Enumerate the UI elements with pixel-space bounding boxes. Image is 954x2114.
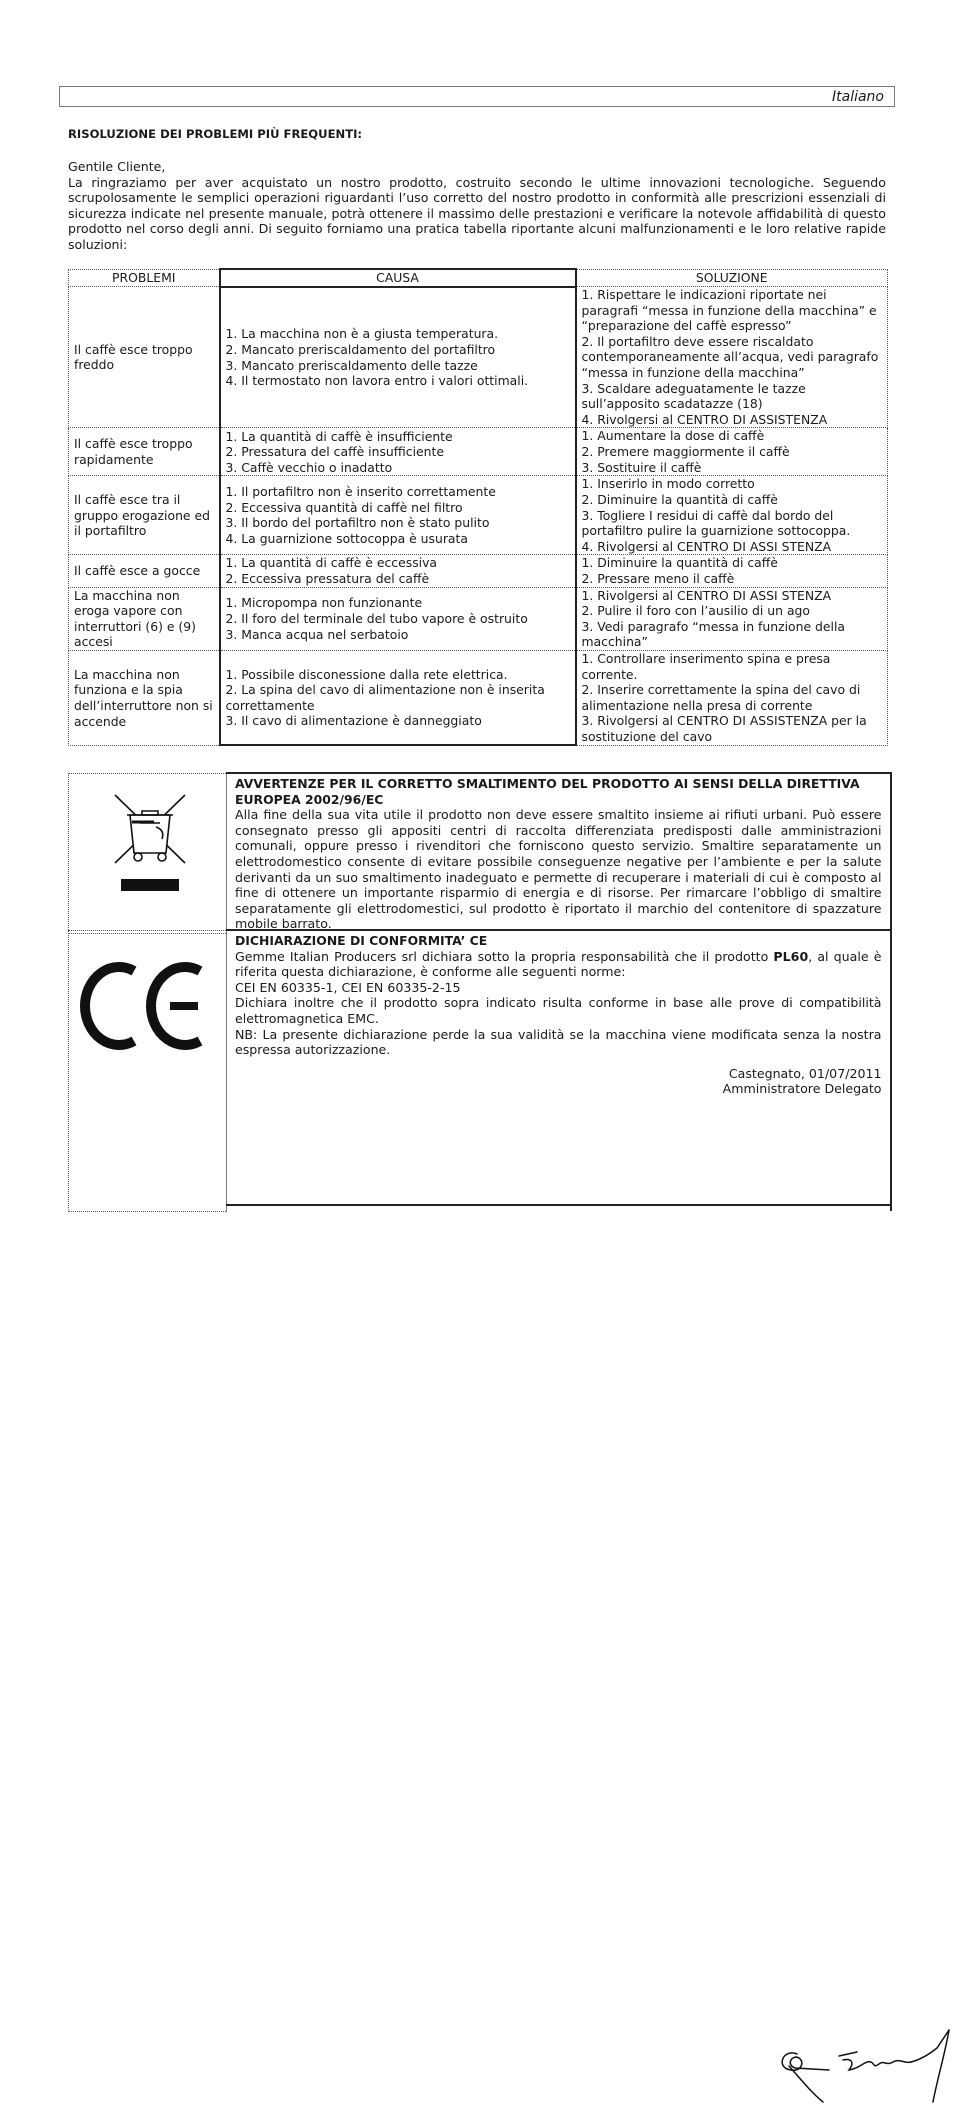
cause-cell	[220, 428, 576, 476]
conformity-text-cell	[227, 930, 891, 1211]
disposal-icon-cell	[69, 773, 227, 934]
solution-item: 2. Inserire correttamente la spina del cavo di alimentazione nella presa di corrente	[582, 682, 883, 713]
conformity-note: NB: La presente dichiarazione perde la sua validità se la macchina viene modificata senza la nostra espressa autorizzazione.	[235, 1027, 882, 1058]
troubleshooting-table	[68, 268, 888, 746]
solution-item: 3. Scaldare adeguatamente le tazze sull’apposito scadatazze (18)	[582, 381, 883, 412]
table-row	[69, 287, 888, 428]
handwritten-signature	[769, 2024, 954, 2114]
conformity-title: DICHIARAZIONE DI CONFORMITA’ CE	[235, 933, 882, 949]
solution-item: 2. Diminuire la quantità di caffè	[582, 492, 883, 508]
solution-item: 3. Vedi paragrafo “messa in funzione della macchina”	[582, 619, 883, 650]
place-date: Castegnato, 01/07/2011	[235, 1066, 882, 1082]
solution-cell	[576, 650, 888, 745]
cause-cell	[220, 650, 576, 745]
language-header-box	[59, 86, 895, 107]
intro-text: La ringraziamo per aver acquistato un nostro prodotto, costruito secondo le ultime innovazioni tecnologiche. Seguendo scrupolosamente le semplici operazioni riguardanti l’uso corretto del nostro prodotto in conformità alle prescrizioni essenziali di sicurezza indicate nel presente manuale, potrà ottenere il massimo delle prestazioni e verificare la notevole affidabilità di questo prodotto nel corso degli anni. Di seguito forniamo una pratica tabella riportante alcuni malfunzionamenti e le loro relative rapide soluzioni:	[68, 175, 886, 253]
solution-item: 3. Togliere I residui di caffè dal bordo del portafiltro pulire la guarnizione sottocoppa.	[582, 508, 883, 539]
disposal-text: Alla fine della sua vita utile il prodotto non deve essere smaltito insieme ai rifiuti urbani. Può essere consegnato presso gli appositi centri di raccolta differenziata predisposti dalle amministrazioni comunali, oppure presso i rivenditori che forniscono questo servizio. Smaltire separatamente un elettrodomestico consente di evitare possibile conseguenze negative per l’ambiente e per la salute derivanti da un suo smaltimento inadeguato e permette di recuperare i materiali di cui è composto al fine di ottenere un importante risparmio di energia e di risorse. Per rimarcare l’obbligo di smaltire separatamente gli elettrodomestici, sul prodotto è riportato il marchio del contenitore di spazzature mobile barrato.	[235, 807, 882, 932]
solution-cell	[576, 587, 888, 650]
table-row	[69, 428, 888, 476]
cause-item: 3. Manca acqua nel serbatoio	[226, 627, 570, 643]
cause-item: 1. La quantità di caffè è eccessiva	[226, 555, 570, 571]
solution-item: 1. Controllare inserimento spina e presa corrente.	[582, 651, 883, 682]
solution-item: 2. Pressare meno il caffè	[582, 571, 883, 587]
solution-item: 1. Aumentare la dose di caffè	[582, 428, 883, 444]
bottom-border	[226, 1204, 890, 1206]
cause-item: 4. La guarnizione sottocoppa è usurata	[226, 531, 570, 547]
ce-mark-icon	[70, 932, 228, 1207]
cause-item: 4. Il termostato non lavora entro i valori ottimali.	[226, 373, 570, 389]
problem-cell: Il caffè esce troppo rapidamente	[69, 428, 220, 476]
table-row	[69, 650, 888, 745]
solution-item: 1. Inserirlo in modo corretto	[582, 476, 883, 492]
solution-item: 1. Rispettare le indicazioni riportate nei paragrafi “messa in funzione della macchina” e “preparazione del caffè espresso”	[582, 287, 883, 334]
cause-item: 2. Eccessiva pressatura del caffè	[226, 571, 570, 587]
solution-item: 1. Rivolgersi al CENTRO DI ASSI STENZA	[582, 588, 883, 604]
solution-cell	[576, 476, 888, 555]
solution-cell	[576, 555, 888, 587]
signatory-role: Amministratore Delegato	[235, 1081, 882, 1097]
cause-item: 1. La macchina non è a giusta temperatura.	[226, 326, 570, 342]
cause-cell	[220, 587, 576, 650]
problem-cell: La macchina non eroga vapore con interruttori (6) e (9) accesi	[69, 587, 220, 650]
disposal-text-cell	[227, 773, 891, 934]
intro-paragraph	[68, 159, 886, 253]
solution-item: 1. Diminuire la quantità di caffè	[582, 555, 883, 571]
cause-item: 2. Mancato preriscaldamento del portafiltro	[226, 342, 570, 358]
cause-item: 3. Caffè vecchio o inadatto	[226, 460, 570, 476]
problem-cell: Il caffè esce troppo freddo	[69, 287, 220, 428]
conformity-norms: CEI EN 60335-1, CEI EN 60335-2-15	[235, 980, 882, 996]
cause-item: 3. Il bordo del portafiltro non è stato pulito	[226, 515, 570, 531]
cause-item: 3. Mancato preriscaldamento delle tazze	[226, 358, 570, 374]
table-row	[69, 555, 888, 587]
problem-cell: La macchina non funziona e la spia dell’interruttore non si accende	[69, 650, 220, 745]
disposal-section	[68, 772, 892, 934]
conformity-statement	[235, 949, 882, 980]
solution-item: 2. Premere maggiormente il caffè	[582, 444, 883, 460]
statement-end: , al quale è riferita questa dichiarazione, è conforme alle seguenti norme:	[235, 949, 882, 980]
solution-cell	[576, 287, 888, 428]
conformity-emc: Dichiara inoltre che il prodotto sopra indicato risulta conforme in base alle prove di compatibilità elettromagnetica EMC.	[235, 995, 882, 1026]
cause-item: 1. Il portafiltro non è inserito correttamente	[226, 484, 570, 500]
solution-item: 3. Sostituire il caffè	[582, 460, 883, 476]
section-title: RISOLUZIONE DEI PROBLEMI PIÙ FREQUENTI:	[68, 127, 362, 141]
cause-cell	[220, 555, 576, 587]
table-row	[69, 476, 888, 555]
product-code: PL60	[773, 949, 808, 964]
cause-cell	[220, 287, 576, 428]
solution-item: 2. Pulire il foro con l’ausilio di un ago	[582, 603, 883, 619]
header-soluzione: SOLUZIONE	[576, 269, 888, 287]
statement-start: Gemme Italian Producers srl dichiara sotto la propria responsabilità che il prodotto	[235, 949, 773, 964]
solution-item: 3. Rivolgersi al CENTRO DI ASSISTENZA per la sostituzione del cavo	[582, 713, 883, 744]
cause-item: 2. Pressatura del caffè insufficiente	[226, 444, 570, 460]
solution-item: 4. Rivolgersi al CENTRO DI ASSISTENZA	[582, 412, 883, 428]
crossed-out-wheelie-bin-icon	[70, 775, 228, 929]
solution-item: 2. Il portafiltro deve essere riscaldato contemporaneamente all’acqua, vedi paragrafo “messa in funzione della macchina”	[582, 334, 883, 381]
conformity-section	[68, 929, 892, 1212]
cause-item: 1. La quantità di caffè è insufficiente	[226, 429, 570, 445]
solution-item: 4. Rivolgersi al CENTRO DI ASSI STENZA	[582, 539, 883, 555]
table-row	[69, 587, 888, 650]
header-causa: CAUSA	[220, 269, 576, 287]
intro-greeting: Gentile Cliente,	[68, 159, 886, 175]
ce-icon-cell	[69, 930, 227, 1211]
cause-item: 1. Micropompa non funzionante	[226, 595, 570, 611]
problem-cell: Il caffè esce tra il gruppo erogazione ed il portafiltro	[69, 476, 220, 555]
cause-item: 2. Il foro del terminale del tubo vapore è ostruito	[226, 611, 570, 627]
cause-item: 2. Eccessiva quantità di caffè nel filtro	[226, 500, 570, 516]
solution-cell	[576, 428, 888, 476]
disposal-title: AVVERTENZE PER IL CORRETTO SMALTIMENTO DEL PRODOTTO AI SENSI DELLA DIRETTIVA EUROPEA 2002/96/EC	[235, 776, 882, 807]
cause-item: 2. La spina del cavo di alimentazione non è inserita correttamente	[226, 682, 570, 713]
header-problemi: PROBLEMI	[69, 269, 220, 287]
cause-cell	[220, 476, 576, 555]
language-label: Italiano	[832, 89, 884, 105]
cause-item: 3. Il cavo di alimentazione è danneggiato	[226, 713, 570, 729]
cause-item: 1. Possibile disconessione dalla rete elettrica.	[226, 667, 570, 683]
problem-cell: Il caffè esce a gocce	[69, 555, 220, 587]
